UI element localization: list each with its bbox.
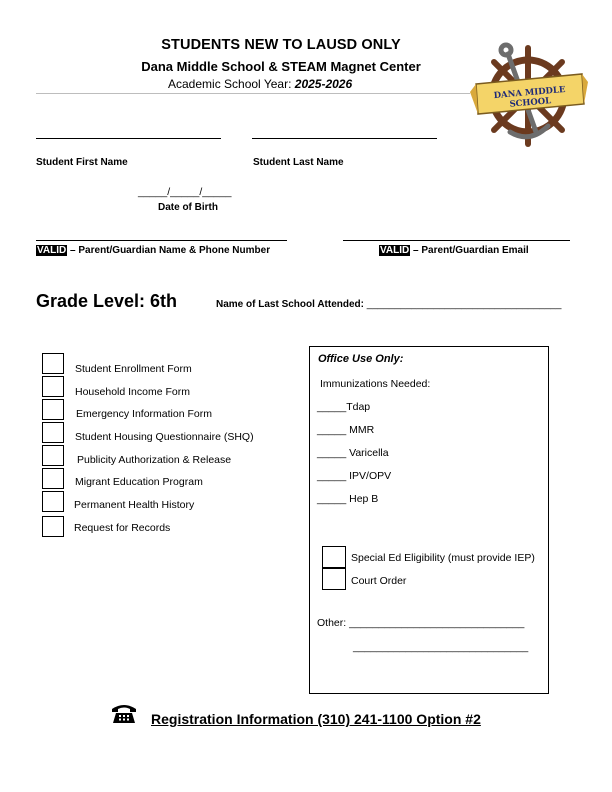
office-use-box — [309, 346, 549, 694]
other-field[interactable] — [317, 617, 524, 629]
last-name-label: Student Last Name — [253, 157, 344, 168]
guardian-name-line[interactable] — [36, 240, 287, 241]
valid-badge: VALID — [380, 245, 410, 256]
immunization-tdap[interactable]: _____Tdap — [317, 401, 371, 413]
special-ed-label: Special Ed Eligibility (must provide IEP) — [351, 552, 535, 564]
checkbox-household-income[interactable] — [42, 376, 64, 397]
checkbox-emergency-info[interactable] — [42, 399, 64, 420]
dob-blank[interactable]: _____/_____/_____ — [138, 186, 232, 198]
school-year-label: Academic School Year: — [168, 77, 292, 91]
guardian-email-text: – Parent/Guardian Email — [410, 245, 529, 256]
dob-label: Date of Birth — [158, 202, 218, 213]
guardian-name-text: – Parent/Guardian Name & Phone Number — [67, 245, 271, 256]
court-order-label: Court Order — [351, 575, 407, 587]
other-line-2[interactable]: ______________________________ — [353, 641, 529, 653]
checklist-item: Student Housing Questionnaire (SHQ) — [75, 431, 254, 443]
first-name-line[interactable] — [36, 138, 221, 139]
telephone-icon — [110, 702, 138, 724]
immunization-ipv-opv[interactable]: _____ IPV/OPV — [317, 470, 392, 482]
checkbox-health-history[interactable] — [42, 491, 64, 512]
form-title: STUDENTS NEW TO LAUSD ONLY — [161, 37, 401, 53]
other-label: Other: — [317, 617, 347, 629]
checklist-item: Request for Records — [74, 522, 171, 534]
checklist-item: Student Enrollment Form — [75, 363, 192, 375]
checklist-item: Publicity Authorization & Release — [77, 454, 232, 466]
school-year — [168, 77, 352, 91]
registration-info: Registration Information (310) 241-1100 Option #2 — [151, 711, 481, 727]
checkbox-enrollment[interactable] — [42, 353, 64, 374]
guardian-email-line[interactable] — [343, 240, 570, 241]
checklist-item: Household Income Form — [75, 386, 190, 398]
first-name-label: Student First Name — [36, 157, 128, 168]
logo-text: DANA MIDDLE SCHOOL — [493, 84, 566, 110]
other-line[interactable]: ______________________________ — [349, 617, 525, 629]
last-school-field[interactable] — [216, 299, 561, 310]
checkbox-housing-questionnaire[interactable] — [42, 422, 64, 443]
guardian-email-label — [379, 245, 529, 256]
last-school-blank[interactable]: ___________________________________ — [366, 299, 562, 310]
checklist-item: Emergency Information Form — [76, 408, 212, 420]
grade-level: Grade Level: 6th — [36, 291, 178, 311]
school-year-value: 2025-2026 — [294, 77, 353, 91]
immunization-hep-b[interactable]: _____ Hep B — [317, 493, 379, 505]
last-school-label: Name of Last School Attended: — [216, 299, 364, 310]
checklist-item: Migrant Education Program — [75, 476, 203, 488]
immunizations-label: Immunizations Needed: — [320, 378, 431, 390]
immunization-varicella[interactable]: _____ Varicella — [317, 447, 389, 459]
school-name: Dana Middle School & STEAM Magnet Center — [141, 59, 421, 74]
immunization-mmr[interactable]: _____ MMR — [317, 424, 375, 436]
office-use-title: Office Use Only: — [318, 353, 404, 365]
checkbox-migrant-education[interactable] — [42, 468, 64, 489]
last-name-line[interactable] — [252, 138, 437, 139]
guardian-name-label — [36, 245, 270, 256]
checklist-item: Permanent Health History — [74, 499, 195, 511]
valid-badge: VALID — [37, 245, 67, 256]
school-logo — [470, 40, 588, 152]
checkbox-records-request[interactable] — [42, 516, 64, 537]
header-divider — [36, 93, 470, 94]
checkbox-court-order[interactable] — [322, 568, 346, 590]
checkbox-publicity[interactable] — [42, 445, 64, 466]
checkbox-special-ed[interactable] — [322, 546, 346, 568]
